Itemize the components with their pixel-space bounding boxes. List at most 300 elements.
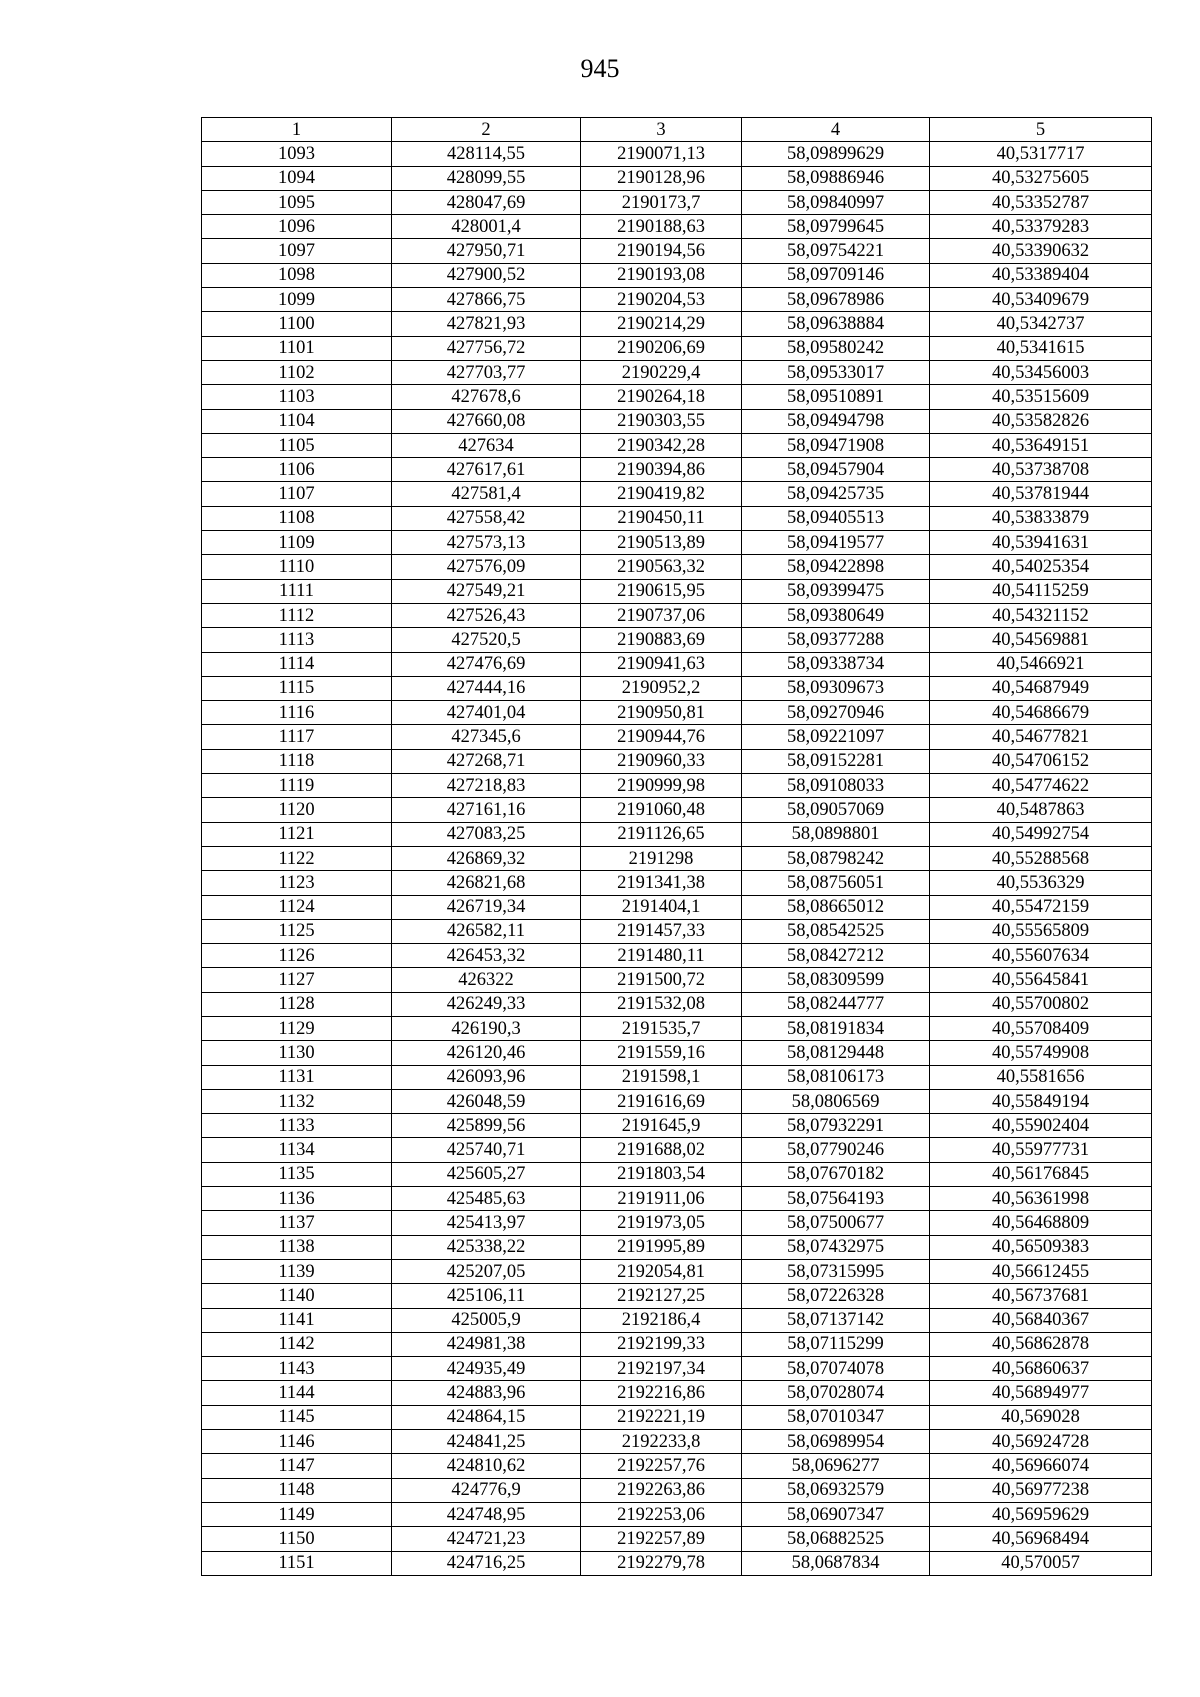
table-cell: 426869,32 — [392, 846, 581, 870]
table-cell: 2192221,19 — [581, 1405, 742, 1429]
table-row — [202, 360, 1152, 384]
table-row — [202, 1065, 1152, 1089]
table-cell: 58,07564193 — [742, 1187, 930, 1211]
table-cell: 424981,38 — [392, 1332, 581, 1356]
table-cell: 58,0687834 — [742, 1551, 930, 1575]
table-row — [202, 288, 1152, 312]
table-cell: 2190173,7 — [581, 190, 742, 214]
table-cell: 40,5342737 — [930, 312, 1152, 336]
table-cell: 58,09338734 — [742, 652, 930, 676]
table-cell: 425740,71 — [392, 1138, 581, 1162]
table-row — [202, 555, 1152, 579]
table-cell: 2191457,33 — [581, 919, 742, 943]
table-cell: 58,06932579 — [742, 1478, 930, 1502]
table-cell: 2190944,76 — [581, 725, 742, 749]
table-cell: 1094 — [202, 166, 392, 190]
table-cell: 2190737,06 — [581, 603, 742, 627]
table-cell: 40,53515609 — [930, 385, 1152, 409]
table-cell: 40,5581656 — [930, 1065, 1152, 1089]
table-cell: 1116 — [202, 701, 392, 725]
table-row — [202, 433, 1152, 457]
table-cell: 40,55708409 — [930, 1016, 1152, 1040]
table-cell: 1149 — [202, 1502, 392, 1526]
table-cell: 2190419,82 — [581, 482, 742, 506]
table-row — [202, 871, 1152, 895]
table-cell: 2190128,96 — [581, 166, 742, 190]
table-row — [202, 1041, 1152, 1065]
table-cell: 40,56924728 — [930, 1430, 1152, 1454]
table-cell: 425899,56 — [392, 1114, 581, 1138]
table-cell: 40,56612455 — [930, 1259, 1152, 1283]
table-cell: 40,56468809 — [930, 1211, 1152, 1235]
table-cell: 58,0696277 — [742, 1454, 930, 1478]
table-row — [202, 1089, 1152, 1113]
table-row — [202, 166, 1152, 190]
table-row — [202, 1308, 1152, 1332]
table-cell: 2191911,06 — [581, 1187, 742, 1211]
table-cell: 427401,04 — [392, 701, 581, 725]
table-cell: 2191645,9 — [581, 1114, 742, 1138]
table-cell: 2190194,56 — [581, 239, 742, 263]
table-cell: 2190950,81 — [581, 701, 742, 725]
table-cell: 426093,96 — [392, 1065, 581, 1089]
table-row — [202, 676, 1152, 700]
table-cell: 425485,63 — [392, 1187, 581, 1211]
table-cell: 40,54025354 — [930, 555, 1152, 579]
table-cell: 2191060,48 — [581, 798, 742, 822]
table-cell: 1147 — [202, 1454, 392, 1478]
table-cell: 40,55849194 — [930, 1089, 1152, 1113]
table-cell: 2190204,53 — [581, 288, 742, 312]
table-row — [202, 385, 1152, 409]
table-cell: 40,56860637 — [930, 1357, 1152, 1381]
table-cell: 1128 — [202, 992, 392, 1016]
table-cell: 427617,61 — [392, 458, 581, 482]
table-cell: 426719,34 — [392, 895, 581, 919]
table-cell: 1151 — [202, 1551, 392, 1575]
table-cell: 2190952,2 — [581, 676, 742, 700]
table-cell: 58,07432975 — [742, 1235, 930, 1259]
table-cell: 427549,21 — [392, 579, 581, 603]
table-cell: 58,07315995 — [742, 1259, 930, 1283]
table-cell: 2190563,32 — [581, 555, 742, 579]
table-cell: 427161,16 — [392, 798, 581, 822]
table-cell: 427950,71 — [392, 239, 581, 263]
table-cell: 1103 — [202, 385, 392, 409]
table-cell: 2190229,4 — [581, 360, 742, 384]
table-cell: 1134 — [202, 1138, 392, 1162]
table-header — [202, 118, 1152, 142]
table-cell: 2190206,69 — [581, 336, 742, 360]
table-cell: 58,08244777 — [742, 992, 930, 1016]
table-cell: 40,53275605 — [930, 166, 1152, 190]
table-cell: 427526,43 — [392, 603, 581, 627]
table-row — [202, 1162, 1152, 1186]
table-cell: 58,09533017 — [742, 360, 930, 384]
table-cell: 1123 — [202, 871, 392, 895]
table-cell: 2190264,18 — [581, 385, 742, 409]
table-cell: 424810,62 — [392, 1454, 581, 1478]
table-row — [202, 895, 1152, 919]
table-row — [202, 506, 1152, 530]
table-cell: 424776,9 — [392, 1478, 581, 1502]
table-cell: 58,09457904 — [742, 458, 930, 482]
table-row — [202, 1211, 1152, 1235]
table-row — [202, 239, 1152, 263]
table-cell: 40,5487863 — [930, 798, 1152, 822]
table-cell: 427821,93 — [392, 312, 581, 336]
table-cell: 2191298 — [581, 846, 742, 870]
table-cell: 58,07028074 — [742, 1381, 930, 1405]
table-cell: 424935,49 — [392, 1357, 581, 1381]
table-cell: 2192279,78 — [581, 1551, 742, 1575]
table-cell: 58,09221097 — [742, 725, 930, 749]
table-cell: 1145 — [202, 1405, 392, 1429]
column-header: 2 — [392, 118, 581, 142]
table-cell: 40,56509383 — [930, 1235, 1152, 1259]
table-cell: 1111 — [202, 579, 392, 603]
table-cell: 40,54115259 — [930, 579, 1152, 603]
table-cell: 40,53833879 — [930, 506, 1152, 530]
table-cell: 1124 — [202, 895, 392, 919]
table-cell: 58,07932291 — [742, 1114, 930, 1138]
table-cell: 426249,33 — [392, 992, 581, 1016]
table-cell: 427678,6 — [392, 385, 581, 409]
table-cell: 40,5466921 — [930, 652, 1152, 676]
table-cell: 428099,55 — [392, 166, 581, 190]
table-cell: 58,09799645 — [742, 215, 930, 239]
table-cell: 1110 — [202, 555, 392, 579]
table-row — [202, 458, 1152, 482]
table-cell: 2191995,89 — [581, 1235, 742, 1259]
table-row — [202, 1527, 1152, 1551]
table-cell: 1108 — [202, 506, 392, 530]
table-cell: 58,06882525 — [742, 1527, 930, 1551]
table-cell: 424883,96 — [392, 1381, 581, 1405]
table-cell: 427866,75 — [392, 288, 581, 312]
table-cell: 40,54706152 — [930, 749, 1152, 773]
table-cell: 425338,22 — [392, 1235, 581, 1259]
table-cell: 2192216,86 — [581, 1381, 742, 1405]
table-cell: 40,5536329 — [930, 871, 1152, 895]
table-row — [202, 846, 1152, 870]
table-cell: 1137 — [202, 1211, 392, 1235]
table-cell: 1097 — [202, 239, 392, 263]
column-header: 3 — [581, 118, 742, 142]
table-cell: 1141 — [202, 1308, 392, 1332]
table-cell: 1135 — [202, 1162, 392, 1186]
table-cell: 40,53409679 — [930, 288, 1152, 312]
table-cell: 58,09886946 — [742, 166, 930, 190]
table-cell: 2192253,06 — [581, 1502, 742, 1526]
table-cell: 58,09399475 — [742, 579, 930, 603]
table-cell: 2190941,63 — [581, 652, 742, 676]
table-cell: 427576,09 — [392, 555, 581, 579]
table-cell: 58,08427212 — [742, 944, 930, 968]
table-cell: 58,0806569 — [742, 1089, 930, 1113]
table-cell: 1126 — [202, 944, 392, 968]
table-row — [202, 603, 1152, 627]
table-cell: 40,5317717 — [930, 142, 1152, 166]
table-row — [202, 336, 1152, 360]
table-cell: 2191404,1 — [581, 895, 742, 919]
table-cell: 1095 — [202, 190, 392, 214]
table-cell: 1144 — [202, 1381, 392, 1405]
table-cell: 2191532,08 — [581, 992, 742, 1016]
table-cell: 40,56959629 — [930, 1502, 1152, 1526]
table-cell: 40,55288568 — [930, 846, 1152, 870]
table-row — [202, 822, 1152, 846]
table-row — [202, 579, 1152, 603]
table-cell: 1133 — [202, 1114, 392, 1138]
table-cell: 40,55607634 — [930, 944, 1152, 968]
table-cell: 2192257,76 — [581, 1454, 742, 1478]
table-cell: 58,09057069 — [742, 798, 930, 822]
table-cell: 1143 — [202, 1357, 392, 1381]
table-cell: 1140 — [202, 1284, 392, 1308]
table-cell: 1139 — [202, 1259, 392, 1283]
table-cell: 58,07010347 — [742, 1405, 930, 1429]
table-cell: 58,09471908 — [742, 433, 930, 457]
table-cell: 428047,69 — [392, 190, 581, 214]
table-cell: 58,09840997 — [742, 190, 930, 214]
table-cell: 1101 — [202, 336, 392, 360]
table-cell: 2190999,98 — [581, 774, 742, 798]
table-cell: 1106 — [202, 458, 392, 482]
table-cell: 58,09419577 — [742, 531, 930, 555]
table-cell: 426821,68 — [392, 871, 581, 895]
table-cell: 2190071,13 — [581, 142, 742, 166]
table-cell: 426120,46 — [392, 1041, 581, 1065]
table-cell: 58,07074078 — [742, 1357, 930, 1381]
table-row — [202, 652, 1152, 676]
table-row — [202, 774, 1152, 798]
table-cell: 424721,23 — [392, 1527, 581, 1551]
table-cell: 426453,32 — [392, 944, 581, 968]
table-cell: 427703,77 — [392, 360, 581, 384]
table-cell: 427900,52 — [392, 263, 581, 287]
table-cell: 40,53456003 — [930, 360, 1152, 384]
table-cell: 58,09377288 — [742, 628, 930, 652]
table-row — [202, 1502, 1152, 1526]
table-row — [202, 1551, 1152, 1575]
table-cell: 58,09422898 — [742, 555, 930, 579]
table-cell: 58,08106173 — [742, 1065, 930, 1089]
table-cell: 58,07500677 — [742, 1211, 930, 1235]
table-row — [202, 749, 1152, 773]
table-row — [202, 968, 1152, 992]
table-cell: 58,08798242 — [742, 846, 930, 870]
table-cell: 2192197,34 — [581, 1357, 742, 1381]
table-cell: 425005,9 — [392, 1308, 581, 1332]
table-row — [202, 1284, 1152, 1308]
table-cell: 40,54774622 — [930, 774, 1152, 798]
table-cell: 2191803,54 — [581, 1162, 742, 1186]
table-cell: 1104 — [202, 409, 392, 433]
table-cell: 425605,27 — [392, 1162, 581, 1186]
table-row — [202, 1454, 1152, 1478]
table-cell: 2192186,4 — [581, 1308, 742, 1332]
table-row — [202, 409, 1152, 433]
table-cell: 40,55645841 — [930, 968, 1152, 992]
table-cell: 58,09709146 — [742, 263, 930, 287]
table-cell: 40,56966074 — [930, 1454, 1152, 1478]
table-body — [202, 142, 1152, 1576]
table-cell: 427558,42 — [392, 506, 581, 530]
table-cell: 40,56894977 — [930, 1381, 1152, 1405]
table-cell: 1099 — [202, 288, 392, 312]
table-row — [202, 1259, 1152, 1283]
table-cell: 424864,15 — [392, 1405, 581, 1429]
table-cell: 2192127,25 — [581, 1284, 742, 1308]
table-cell: 2192257,89 — [581, 1527, 742, 1551]
column-header: 5 — [930, 118, 1152, 142]
table-cell: 40,53582826 — [930, 409, 1152, 433]
table-cell: 428114,55 — [392, 142, 581, 166]
table-row — [202, 992, 1152, 1016]
table-cell: 2191480,11 — [581, 944, 742, 968]
table-row — [202, 1016, 1152, 1040]
table-cell: 58,0898801 — [742, 822, 930, 846]
table-cell: 40,56968494 — [930, 1527, 1152, 1551]
table-cell: 40,570057 — [930, 1551, 1152, 1575]
table-cell: 2191500,72 — [581, 968, 742, 992]
table-cell: 58,09380649 — [742, 603, 930, 627]
table-cell: 1121 — [202, 822, 392, 846]
table-cell: 58,09754221 — [742, 239, 930, 263]
table-cell: 40,55565809 — [930, 919, 1152, 943]
table-cell: 425207,05 — [392, 1259, 581, 1283]
table-cell: 427756,72 — [392, 336, 581, 360]
table-row — [202, 1235, 1152, 1259]
table-cell: 1131 — [202, 1065, 392, 1089]
page-number: 945 — [580, 54, 620, 83]
table-cell: 58,06907347 — [742, 1502, 930, 1526]
table-cell: 2190188,63 — [581, 215, 742, 239]
table-row — [202, 725, 1152, 749]
table-cell: 2190615,95 — [581, 579, 742, 603]
table-cell: 1093 — [202, 142, 392, 166]
table-cell: 40,53941631 — [930, 531, 1152, 555]
table-cell: 1138 — [202, 1235, 392, 1259]
table-cell: 1120 — [202, 798, 392, 822]
table-cell: 426582,11 — [392, 919, 581, 943]
table-cell: 58,08665012 — [742, 895, 930, 919]
table-cell: 427268,71 — [392, 749, 581, 773]
table-cell: 2190394,86 — [581, 458, 742, 482]
table-cell: 40,55749908 — [930, 1041, 1152, 1065]
table-cell: 424716,25 — [392, 1551, 581, 1575]
table-cell: 40,55472159 — [930, 895, 1152, 919]
table-cell: 425106,11 — [392, 1284, 581, 1308]
table-cell: 40,54686679 — [930, 701, 1152, 725]
table-cell: 1127 — [202, 968, 392, 992]
header-row — [202, 118, 1152, 142]
table-cell: 427444,16 — [392, 676, 581, 700]
table-cell: 1122 — [202, 846, 392, 870]
table-cell: 2192199,33 — [581, 1332, 742, 1356]
table-cell: 40,55977731 — [930, 1138, 1152, 1162]
table-cell: 1130 — [202, 1041, 392, 1065]
table-cell: 40,56176845 — [930, 1162, 1152, 1186]
table-cell: 40,54569881 — [930, 628, 1152, 652]
table-cell: 1118 — [202, 749, 392, 773]
table-cell: 58,09270946 — [742, 701, 930, 725]
table-cell: 1117 — [202, 725, 392, 749]
table-cell: 40,56361998 — [930, 1187, 1152, 1211]
table-cell: 1148 — [202, 1478, 392, 1502]
table-cell: 2190214,29 — [581, 312, 742, 336]
table-cell: 40,5341615 — [930, 336, 1152, 360]
table-row — [202, 1381, 1152, 1405]
table-cell: 2191688,02 — [581, 1138, 742, 1162]
table-cell: 40,53379283 — [930, 215, 1152, 239]
table-cell: 427520,5 — [392, 628, 581, 652]
table-row — [202, 263, 1152, 287]
table-cell: 2191341,38 — [581, 871, 742, 895]
table-cell: 58,07790246 — [742, 1138, 930, 1162]
table-cell: 424748,95 — [392, 1502, 581, 1526]
table-cell: 1113 — [202, 628, 392, 652]
table-cell: 427634 — [392, 433, 581, 457]
table-cell: 2191598,1 — [581, 1065, 742, 1089]
table-cell: 58,08309599 — [742, 968, 930, 992]
table-cell: 1105 — [202, 433, 392, 457]
table-cell: 427345,6 — [392, 725, 581, 749]
table-cell: 40,53738708 — [930, 458, 1152, 482]
table-cell: 58,09494798 — [742, 409, 930, 433]
table-cell: 40,53389404 — [930, 263, 1152, 287]
table-row — [202, 482, 1152, 506]
table-cell: 425413,97 — [392, 1211, 581, 1235]
table-cell: 2192054,81 — [581, 1259, 742, 1283]
table-cell: 1115 — [202, 676, 392, 700]
table-cell: 58,09899629 — [742, 142, 930, 166]
table-row — [202, 142, 1152, 166]
table-row — [202, 1114, 1152, 1138]
table-row — [202, 1478, 1152, 1502]
table-cell: 58,08756051 — [742, 871, 930, 895]
table-cell: 427581,4 — [392, 482, 581, 506]
table-cell: 58,09510891 — [742, 385, 930, 409]
table-cell: 40,56840367 — [930, 1308, 1152, 1332]
table-row — [202, 1357, 1152, 1381]
table-cell: 1132 — [202, 1089, 392, 1113]
table-cell: 58,09638884 — [742, 312, 930, 336]
table-cell: 427083,25 — [392, 822, 581, 846]
table-row — [202, 944, 1152, 968]
table-cell: 58,08129448 — [742, 1041, 930, 1065]
table-cell: 427573,13 — [392, 531, 581, 555]
table-cell: 1119 — [202, 774, 392, 798]
table-row — [202, 190, 1152, 214]
table-cell: 2190883,69 — [581, 628, 742, 652]
table-row — [202, 1405, 1152, 1429]
table-cell: 2192263,86 — [581, 1478, 742, 1502]
table-cell: 1136 — [202, 1187, 392, 1211]
table-row — [202, 1332, 1152, 1356]
table-cell: 2190193,08 — [581, 263, 742, 287]
table-cell: 40,53781944 — [930, 482, 1152, 506]
table-cell: 58,09678986 — [742, 288, 930, 312]
table-cell: 1146 — [202, 1430, 392, 1454]
table-cell: 1098 — [202, 263, 392, 287]
table-cell: 424841,25 — [392, 1430, 581, 1454]
column-header: 1 — [202, 118, 392, 142]
table-cell: 1109 — [202, 531, 392, 555]
table-cell: 1107 — [202, 482, 392, 506]
table-row — [202, 798, 1152, 822]
